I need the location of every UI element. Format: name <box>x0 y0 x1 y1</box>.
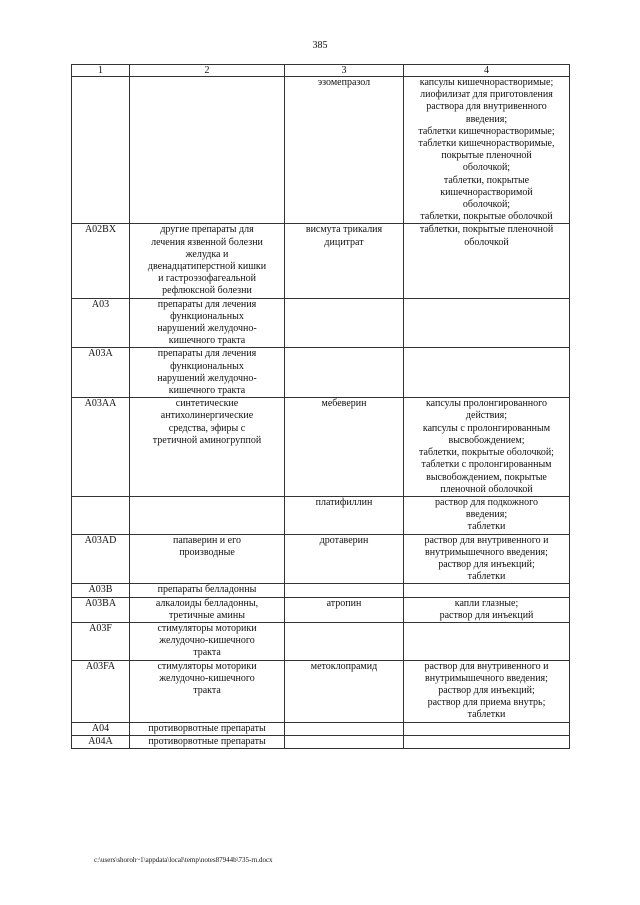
cell-text-line: висмута трикалия <box>305 224 383 236</box>
cell-text-line: желудочно-кишечного <box>159 635 255 647</box>
cell-text-line: капли глазные; <box>454 597 519 609</box>
pharm-group-cell <box>130 77 285 224</box>
header-cell: 2 <box>130 65 285 77</box>
drug-name-cell <box>285 597 404 622</box>
cell-text-line: капсулы кишечнорастворимые; <box>419 77 554 88</box>
cell-text-line: оболочкой <box>464 236 509 248</box>
cell-text-line: таблетки, покрытые пленочной <box>419 224 554 236</box>
pharm-group-cell <box>130 534 285 584</box>
dosage-form-cell <box>404 348 570 398</box>
pharm-group-cell <box>130 298 285 348</box>
dosage-form-cell <box>404 224 570 298</box>
dosage-form-cell <box>404 735 570 748</box>
table-row <box>72 496 570 534</box>
atc-code-cell <box>72 298 130 348</box>
cell-text-line: внутримышечного введения; <box>425 546 548 558</box>
atc-code-cell <box>72 722 130 735</box>
cell-text-line: пленочной оболочкой <box>440 483 533 495</box>
dosage-form-cell <box>404 597 570 622</box>
cell-text-line: A02BX <box>84 224 117 236</box>
cell-text-line: мебеверин <box>321 398 367 410</box>
atc-code-cell <box>72 534 130 584</box>
cell-text-line: раствор для инъекций; <box>438 684 535 696</box>
cell-text-line: препараты белладонны <box>157 584 257 596</box>
cell-text-line: таблетки кишечнорастворимые; <box>418 125 555 137</box>
atc-code-cell <box>72 224 130 298</box>
cell-text-line: кишечного тракта <box>168 335 246 347</box>
atc-code-cell <box>72 348 130 398</box>
cell-text-line: тракта <box>193 647 221 659</box>
cell-text-line: раствора для внутривенного <box>426 101 547 113</box>
pharm-group-cell <box>130 622 285 660</box>
cell-text-line: A03AD <box>84 534 117 546</box>
cell-text-line: кишечнорастворимой <box>440 186 533 198</box>
cell-text-line: папаверин и его <box>173 534 241 546</box>
cell-text-line: лиофилизат для приготовления <box>420 89 553 101</box>
cell-text-line: таблетки <box>467 521 506 533</box>
cell-text-line: алкалоиды белладонны, <box>155 597 259 609</box>
cell-text-line: дицитрат <box>324 236 364 248</box>
cell-text-line: функциональных <box>170 360 244 372</box>
atc-code-cell <box>72 622 130 660</box>
pharm-group-cell <box>130 597 285 622</box>
drug-name-cell <box>285 584 404 597</box>
cell-text-line: оболочкой; <box>462 162 511 174</box>
cell-text-line: противорвотные препараты <box>148 722 266 734</box>
cell-text-line: капсулы с пролонгированным <box>422 422 551 434</box>
cell-text-line: таблетки кишечнорастворимые, <box>418 138 555 150</box>
table-row <box>72 735 570 748</box>
cell-text-line: A03B <box>88 584 113 596</box>
cell-text-line: производные <box>179 546 235 558</box>
drug-name-cell <box>285 496 404 534</box>
cell-text-line: противорвотные препараты <box>148 735 266 747</box>
table-row <box>72 660 570 722</box>
cell-text-line: A03A <box>88 348 113 360</box>
cell-text-line: введения; <box>465 113 508 125</box>
cell-text-line: метоклопрамид <box>310 660 378 672</box>
dosage-form-cell <box>404 660 570 722</box>
cell-text-line: другие препараты для <box>160 224 254 236</box>
cell-text-line: A03AA <box>84 398 117 410</box>
cell-text-line: платифиллин <box>315 496 373 508</box>
cell-text-line: препараты для лечения <box>157 348 257 360</box>
cell-text-line: раствор для инъекций; <box>438 558 535 570</box>
header-cell: 4 <box>404 65 570 77</box>
cell-text-line: высвобождением, покрытые <box>426 471 547 483</box>
drug-name-cell <box>285 77 404 224</box>
drug-name-cell <box>285 735 404 748</box>
cell-text-line: желудка и <box>185 248 229 260</box>
cell-text-line: таблетки, покрытые <box>443 174 530 186</box>
table-row <box>72 224 570 298</box>
cell-text-line: антихолинергические <box>160 410 254 422</box>
dosage-form-cell <box>404 496 570 534</box>
atc-code-cell <box>72 398 130 497</box>
pharm-group-cell <box>130 224 285 298</box>
page-number: 385 <box>312 40 328 51</box>
atc-code-cell <box>72 597 130 622</box>
pharm-group-cell <box>130 398 285 497</box>
dosage-form-cell <box>404 584 570 597</box>
cell-text-line: таблетки, покрытые оболочкой; <box>419 447 554 459</box>
cell-text-line: раствор для приема внутрь; <box>427 697 546 709</box>
atc-code-cell <box>72 735 130 748</box>
cell-text-line: дротаверин <box>319 534 369 546</box>
table-row <box>72 348 570 398</box>
cell-text-line: A03 <box>91 298 110 310</box>
cell-text-line: действия; <box>465 410 508 422</box>
cell-text-line: средства, эфиры с <box>168 422 246 434</box>
table-row <box>72 622 570 660</box>
pharm-group-cell <box>130 660 285 722</box>
cell-text-line: A03F <box>89 622 112 634</box>
atc-code-cell <box>72 584 130 597</box>
cell-text-line: A03BA <box>84 597 117 609</box>
cell-text-line: нарушений желудочно- <box>157 372 257 384</box>
dosage-form-cell <box>404 534 570 584</box>
cell-text-line: A03FA <box>85 660 116 672</box>
dosage-form-cell <box>404 622 570 660</box>
cell-text-line: таблетки с пролонгированным <box>421 459 552 471</box>
pharm-group-cell <box>130 584 285 597</box>
cell-text-line: раствор для подкожного <box>435 496 538 508</box>
cell-text-line: раствор для инъекций <box>439 609 534 621</box>
table-row <box>72 77 570 224</box>
header-cell: 3 <box>285 65 404 77</box>
table-row <box>72 584 570 597</box>
cell-text-line: A04 <box>91 722 110 734</box>
cell-text-line: тракта <box>193 684 221 696</box>
drug-name-cell <box>285 348 404 398</box>
cell-text-line: покрытые пленочной <box>441 150 532 162</box>
table-row <box>72 722 570 735</box>
drug-name-cell <box>285 622 404 660</box>
drug-table <box>71 64 570 749</box>
pharm-group-cell <box>130 496 285 534</box>
cell-text-line: стимуляторы моторики <box>157 622 257 634</box>
cell-text-line: внутримышечного введения; <box>425 672 548 684</box>
cell-text-line: раствор для внутривенного и <box>424 660 549 672</box>
atc-code-cell <box>72 496 130 534</box>
dosage-form-cell <box>404 77 570 224</box>
cell-text-line: третичные амины <box>169 609 245 621</box>
dosage-form-cell <box>404 398 570 497</box>
cell-text-line: лечения язвенной болезни <box>151 236 263 248</box>
cell-text-line: и гастроэзофагеальной <box>158 273 256 285</box>
pharm-group-cell <box>130 722 285 735</box>
cell-text-line: введения; <box>465 509 508 521</box>
drug-name-cell <box>285 534 404 584</box>
drug-name-cell <box>285 398 404 497</box>
cell-text-line: капсулы пролонгированного <box>425 398 548 410</box>
drug-name-cell <box>285 660 404 722</box>
pharm-group-cell <box>130 735 285 748</box>
cell-text-line: двенадцатиперстной кишки <box>147 261 267 273</box>
pharm-group-cell <box>130 348 285 398</box>
drug-name-cell <box>285 298 404 348</box>
atc-code-cell <box>72 77 130 224</box>
cell-text-line: таблетки <box>467 709 506 721</box>
cell-text-line: третичной аминогруппой <box>152 434 262 446</box>
drug-name-cell <box>285 722 404 735</box>
atc-code-cell <box>72 660 130 722</box>
cell-text-line: таблетки, покрытые оболочкой <box>420 211 553 223</box>
table-row <box>72 597 570 622</box>
cell-text-line: нарушений желудочно- <box>157 323 257 335</box>
cell-text-line: синтетические <box>175 398 239 410</box>
table-row <box>72 534 570 584</box>
cell-text-line: оболочкой; <box>462 199 511 211</box>
cell-text-line: кишечного тракта <box>168 385 246 397</box>
header-cell: 1 <box>72 65 130 77</box>
footer-file-path: c:\users\shoroh~1\appdata\local\temp\notes87944b\735-rn.docx <box>94 856 273 864</box>
cell-text-line: препараты для лечения <box>157 298 257 310</box>
cell-text-line: стимуляторы моторики <box>157 660 257 672</box>
dosage-form-cell <box>404 298 570 348</box>
cell-text-line: эзомепразол <box>317 77 371 88</box>
cell-text-line: A04A <box>88 735 113 747</box>
cell-text-line: таблетки <box>467 571 506 583</box>
cell-text-line: раствор для внутривенного и <box>424 534 549 546</box>
cell-text-line: желудочно-кишечного <box>159 672 255 684</box>
table-header-row <box>72 65 570 77</box>
drug-name-cell <box>285 224 404 298</box>
cell-text-line: функциональных <box>170 310 244 322</box>
table-row <box>72 298 570 348</box>
table-row <box>72 398 570 497</box>
cell-text-line: атропин <box>326 597 362 609</box>
cell-text-line: рефлюксной болезни <box>162 285 252 297</box>
dosage-form-cell <box>404 722 570 735</box>
cell-text-line: высвобождением; <box>448 434 525 446</box>
